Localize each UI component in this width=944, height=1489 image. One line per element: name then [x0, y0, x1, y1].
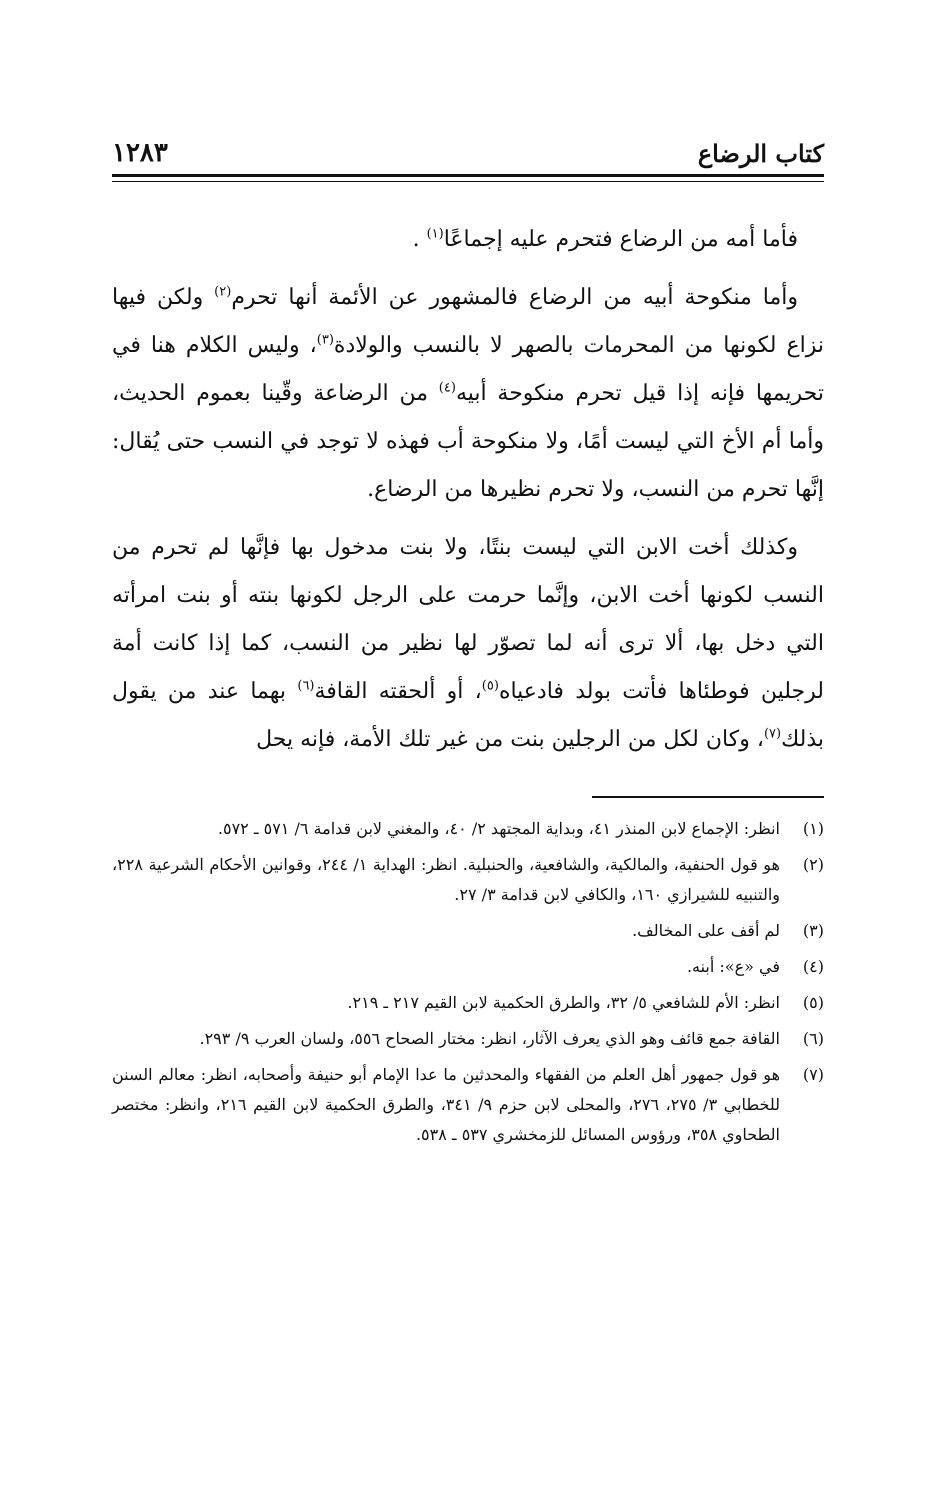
- footnote: [112, 1060, 824, 1150]
- footnote: [112, 952, 824, 982]
- paragraph-3-part-d: ، وكان لكل من الرجلين بنت من غير تلك الأمة، فإنه يحل: [256, 727, 764, 752]
- paragraph-2-part-b: ولكن فيها نزاع لكونها من المحرمات بالصهر لا بالنسب والولادة: [112, 285, 824, 358]
- paragraph-1-text: فأما أمه من الرضاع فتحرم عليه إجماعًا: [443, 227, 798, 252]
- paragraph-2-part-c: ، وليس الكلام هنا في تحريمها فإنه إذا قيل تحرم منكوحة أبيه: [112, 333, 824, 406]
- footnote-number: (٥): [802, 993, 824, 1012]
- footnote-text: القافة جمع قائف وهو الذي يعرف الآثار، انظر: مختار الصحاح ٥٥٦، ولسان العرب ٩/ ٢٩٣.: [199, 1029, 780, 1048]
- footnote-number: (٦): [802, 1029, 824, 1048]
- header-rule-thick: [112, 174, 824, 177]
- footnote-text: هو قول الحنفية، والمالكية، والشافعية، والحنبلية. انظر: الهداية ١/ ٢٤٤، وقوانين الأحكام الشرعية ٢٢٨، والتنبيه للشيرازي ١٦٠، والكافي لابن قدامة ٣/ ٢٧.: [112, 855, 780, 904]
- paragraph-3-part-a: وكذلك أخت الابن التي ليست بنتًا، ولا بنت مدخول بها فإنَّها لم تحرم من النسب لكونها أخت الابن، وإنَّما حرمت على الرجل لكونها بنته أو بنت امرأته التي دخل بها، ألا ترى أنه لما تصوّر لها نظير من النسب، كما إذا كانت أمة لرجلين فوطئاها فأتت بولد فادعياه: [112, 535, 824, 704]
- footnote-ref-2: (٢): [214, 284, 232, 300]
- page-header: [112, 128, 824, 168]
- footnote-text: في «ع»: أبنه.: [686, 957, 780, 976]
- paragraph-2: [112, 274, 824, 514]
- footnote-ref-3: (٣): [316, 332, 334, 348]
- paragraph-1-end: .: [412, 227, 427, 252]
- footnote: [112, 988, 824, 1018]
- footnotes: [112, 814, 824, 1156]
- footnote: [112, 814, 824, 844]
- footnote-ref-1: (١): [426, 226, 444, 242]
- paragraph-1: [112, 216, 824, 264]
- footnote-number: (٣): [802, 921, 824, 940]
- paragraph-3: [112, 524, 824, 764]
- paragraph-2-part-a: وأما منكوحة أبيه من الرضاع فالمشهور عن الأئمة أنها تحرم: [231, 285, 798, 310]
- footnote-ref-7: (٧): [763, 726, 782, 742]
- footnote-separator: [592, 796, 824, 798]
- footnote: [112, 1024, 824, 1054]
- footnote-text: انظر: الإجماع لابن المنذر ٤١، وبداية المجتهد ٢/ ٤٠، والمغني لابن قدامة ٦/ ٥٧١ ـ ٥٧٢.: [217, 819, 780, 838]
- footnote-ref-6: (٦): [297, 678, 315, 694]
- footnote-number: (١): [802, 819, 824, 838]
- footnote: [112, 916, 824, 946]
- footnote-text: هو قول جمهور أهل العلم من الفقهاء والمحدثين ما عدا الإمام أبو حنيفة وأصحابه، انظر: معالم السنن للخطابي ٣/ ٢٧٥، ٢٧٦، والمحلى لابن حزم ٩/ ٣٤١، والطرق الحكمية لابن القيم ٢١٦، وانظر: مختصر الطحاوي ٣٥٨، ورؤوس المسائل للزمخشري ٥٣٧ ـ ٥٣٨.: [112, 1065, 781, 1144]
- footnote-number: (٧): [802, 1065, 824, 1084]
- page-number: ١٢٨٣: [112, 138, 168, 168]
- paragraph-3-part-c: بهما عند من يقول بذلك: [112, 679, 824, 752]
- footnote-ref-5: (٥): [481, 678, 499, 694]
- footnote-number: (٤): [802, 957, 824, 976]
- footnote-text: لم أقف على المخالف.: [632, 921, 780, 940]
- main-text: [112, 216, 824, 774]
- header-rule-thin: [112, 181, 824, 182]
- footnote-ref-4: (٤): [438, 380, 456, 396]
- running-title: كتاب الرضاع: [697, 139, 824, 168]
- paragraph-2-part-d: من الرضاعة وقّينا بعموم الحديث، وأما أم الأخ التي ليست أمًا، ولا منكوحة أب فهذه لا توجد في النسب حتى يُقال: إنَّها تحرم من النسب، ولا تحرم نظيرها من الرضاع.: [112, 381, 824, 502]
- paragraph-3-part-b: ، أو ألحقته القافة: [314, 679, 482, 704]
- footnote-number: (٢): [802, 855, 824, 874]
- footnote: [112, 850, 824, 910]
- footnote-text: انظر: الأم للشافعي ٥/ ٣٢، والطرق الحكمية لابن القيم ٢١٧ ـ ٢١٩.: [347, 993, 780, 1012]
